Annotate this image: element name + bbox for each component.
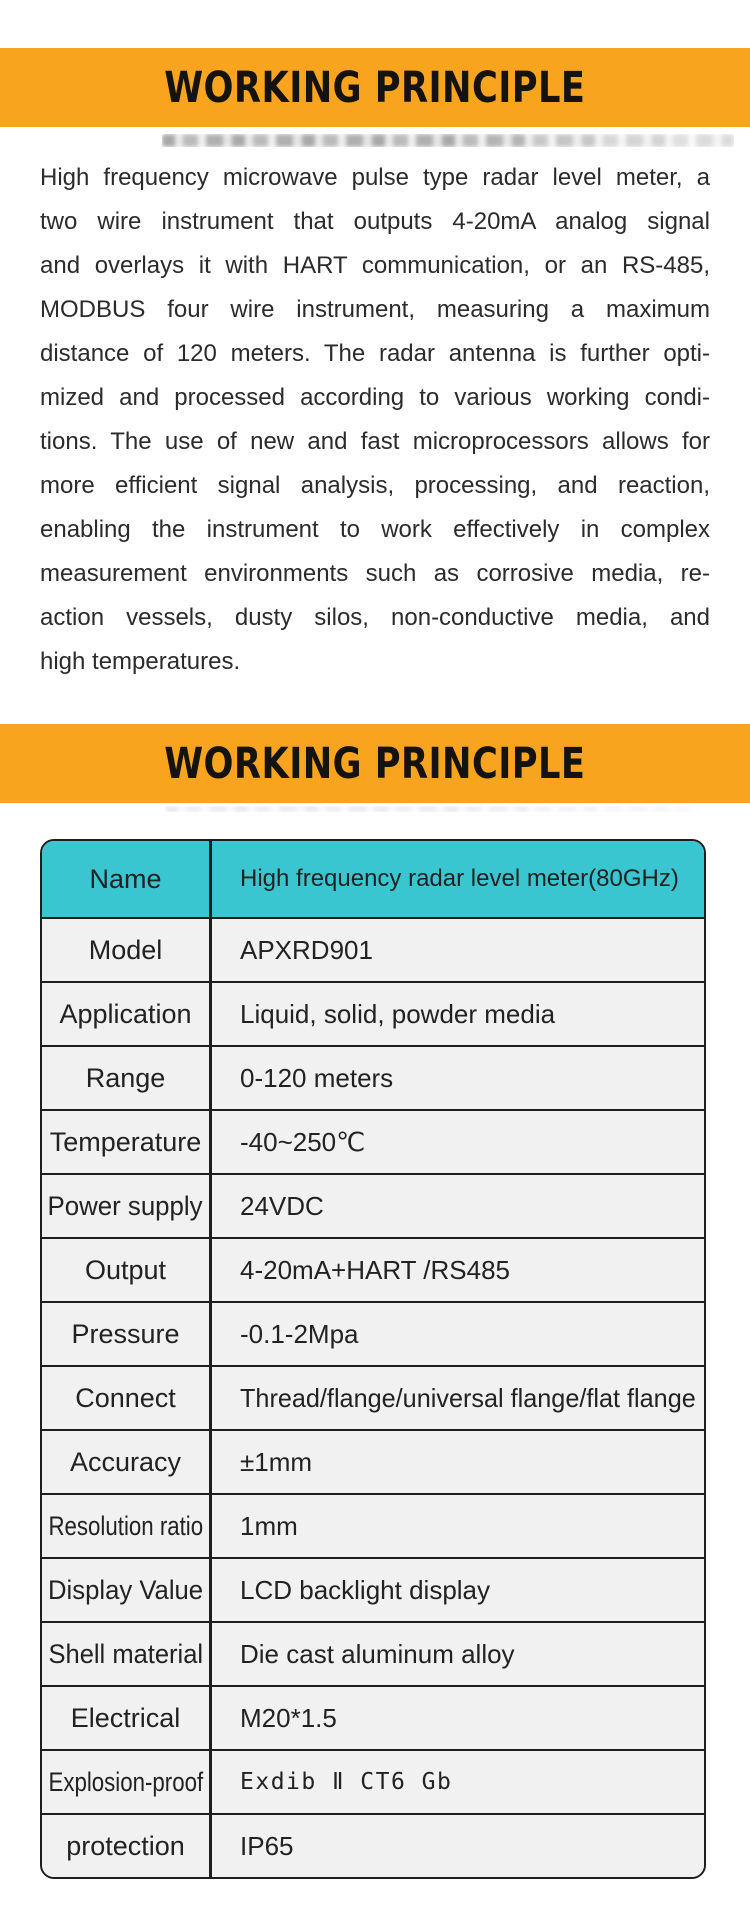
spec-value-cell [212,983,704,1045]
paragraph-line: more efficient signal analysis, processing, and reaction, [40,472,710,499]
spec-label: Power supply [47,1190,204,1221]
spec-value: IP65 [240,1830,294,1861]
section-title: WORKING PRINCIPLE [164,62,586,113]
spec-label-cell [42,919,212,981]
paragraph-line: MODBUS four wire instrument, measuring a maximum [40,296,710,323]
spec-value-cell [212,1815,704,1877]
spec-label: Application [59,998,192,1029]
paragraph-line: enabling the instrument to work effectively in complex [40,516,710,543]
spec-value-cell [212,1047,704,1109]
spec-value-cell [212,1559,704,1621]
spec-label-cell [42,983,212,1045]
section-title: WORKING PRINCIPLE [164,738,586,789]
spec-label: Display Value [47,1574,204,1605]
paragraph-line: tions. The use of new and fast microprocessors allows for [40,428,710,455]
table-row [42,1365,704,1429]
spec-value-cell [212,1175,704,1237]
spec-value-cell [212,1111,704,1173]
table-row [42,1813,704,1877]
spec-label: Name [89,863,162,894]
table-row [42,1429,704,1493]
spec-value-cell [212,1495,704,1557]
spec-label: Explosion-proof [48,1766,203,1797]
spec-value: 1mm [240,1510,298,1541]
working-principle-banner-top [0,48,750,127]
blurred-text-artifact [165,806,700,812]
table-row [42,1557,704,1621]
spec-label-cell [42,1751,212,1813]
spec-label: Resolution ratio [48,1510,203,1541]
table-header-row [42,841,704,917]
spec-label-cell [42,1815,212,1877]
spec-value: M20*1.5 [240,1702,337,1733]
table-row [42,1301,704,1365]
spec-label-cell [42,1495,212,1557]
spec-value-cell [212,1687,704,1749]
spec-label: Output [84,1254,167,1285]
spec-label: Range [85,1062,166,1093]
spec-value-cell [212,1303,704,1365]
spec-value: -0.1-2Mpa [240,1318,359,1349]
spec-label-cell [42,1623,212,1685]
paragraph-line: High frequency microwave pulse type radar level meter, a [40,164,710,191]
table-row [42,1749,704,1813]
table-row [42,1493,704,1557]
spec-value: Thread/flange/universal flange/flat flange [240,1382,696,1413]
paragraph-line: mized and processed according to various working condi- [40,384,710,411]
spec-label-cell [42,1559,212,1621]
table-row [42,1045,704,1109]
table-row [42,1685,704,1749]
paragraph-line: action vessels, dusty silos, non-conductive media, and [40,604,710,631]
spec-label: Connect [75,1382,176,1413]
spec-value-cell [212,1751,704,1813]
intro-paragraph [40,156,710,684]
spec-label: Electrical [70,1702,181,1733]
spec-label: Shell material [48,1638,203,1669]
spec-value-cell [212,1239,704,1301]
spec-label-cell [42,841,212,917]
paragraph-line: two wire instrument that outputs 4-20mA analog signal [40,208,710,235]
spec-label-cell [42,1367,212,1429]
spec-label-cell [42,1175,212,1237]
blurred-text-artifact [162,134,734,147]
paragraph-line: and overlays it with HART communication, or an RS-485, [40,252,710,279]
spec-label: Pressure [71,1318,180,1349]
spec-value: 24VDC [240,1190,324,1221]
spec-value: Exdib Ⅱ CT6 Gb [240,1769,453,1795]
spec-label: Accuracy [69,1446,182,1477]
spec-value: High frequency radar level meter(80GHz) [240,865,679,892]
spec-label: protection [66,1830,185,1861]
spec-value-cell [212,841,704,917]
table-row [42,981,704,1045]
specification-table [40,839,706,1879]
working-principle-banner-table [0,724,750,803]
spec-label: Temperature [49,1126,202,1157]
spec-label-cell [42,1239,212,1301]
spec-label-cell [42,1303,212,1365]
spec-value: Liquid, solid, powder media [240,998,556,1029]
spec-label-cell [42,1431,212,1493]
table-row [42,1109,704,1173]
spec-value-cell [212,1431,704,1493]
spec-value-cell [212,919,704,981]
spec-value: 4-20mA+HART /RS485 [240,1254,511,1285]
spec-label-cell [42,1047,212,1109]
table-row [42,917,704,981]
spec-value-cell [212,1367,704,1429]
spec-value: APXRD901 [240,934,373,965]
spec-label: Model [88,934,163,965]
table-row [42,1237,704,1301]
spec-label-cell [42,1687,212,1749]
paragraph-line: high temperatures. [40,648,241,675]
spec-value: ±1mm [240,1446,313,1477]
spec-value: LCD backlight display [240,1574,491,1605]
spec-label-cell [42,1111,212,1173]
paragraph-line: measurement environments such as corrosive media, re- [40,560,710,587]
spec-value: Die cast aluminum alloy [240,1638,515,1669]
paragraph-line: distance of 120 meters. The radar antenna is further opti- [40,340,710,367]
spec-value: 0-120 meters [240,1062,394,1093]
spec-value: -40~250℃ [240,1126,366,1157]
table-row [42,1621,704,1685]
table-row [42,1173,704,1237]
spec-value-cell [212,1623,704,1685]
